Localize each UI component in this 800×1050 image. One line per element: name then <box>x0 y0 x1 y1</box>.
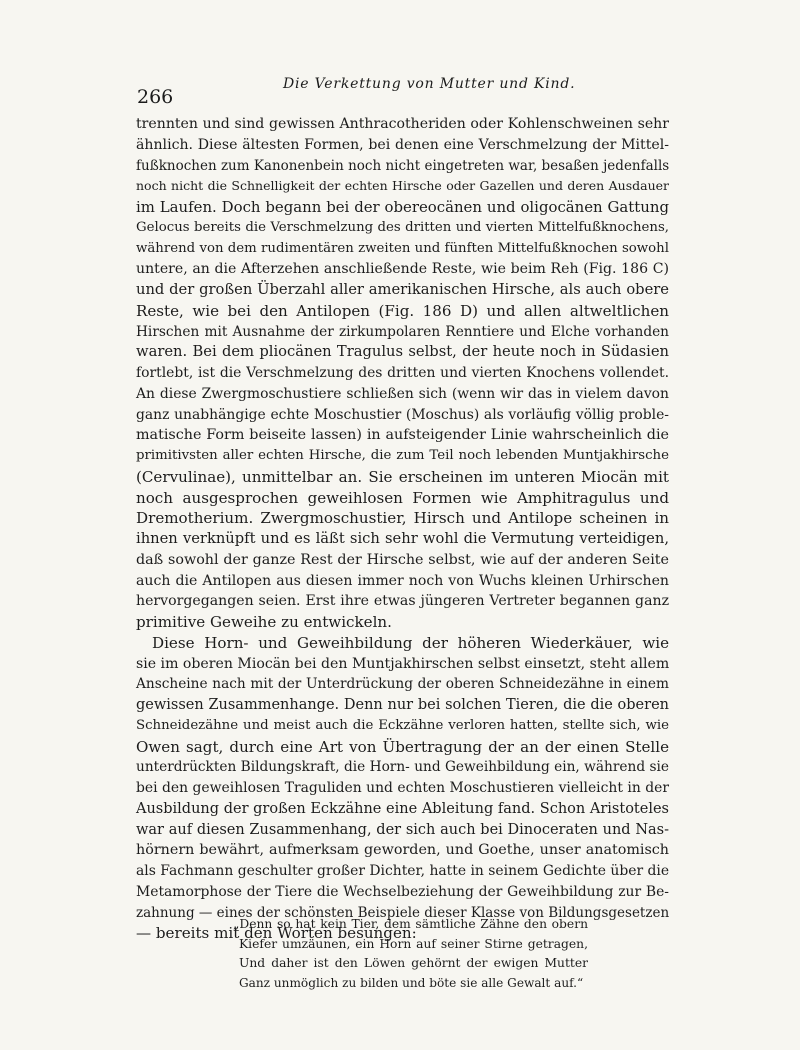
text-line: gewissen Zusammenhange. Denn nur bei solchen Tieren, die die oberen <box>136 697 669 713</box>
text-line: Reste, wie bei den Antilopen (Fig. 186 D) und allen altweltlichen <box>136 301 669 320</box>
text-line: primitive Geweihe zu entwickeln. <box>136 613 392 631</box>
text-line: im Laufen. Doch begann bei der obereocänen und oligocänen Gattung <box>136 198 669 216</box>
text-line: primitivsten aller echten Hirsche, die zum Teil noch lebenden Muntjakhirsche <box>136 448 669 463</box>
text-line: war auf diesen Zusammenhang, der sich auch bei Dinoceraten und Nas- <box>136 821 669 838</box>
text-line: Diese Horn- und Geweihbildung der höheren Wiederkäuer, wie <box>152 633 669 652</box>
text-line: noch ausgesprochen geweihlosen Formen wie Amphitragulus und <box>136 488 669 507</box>
text-line: fußknochen zum Kanonenbein noch nicht eingetreten war, besaßen jedenfalls <box>136 157 670 174</box>
text-line: Hirschen mit Ausnahme der zirkumpolaren Renntiere und Elche vorhanden <box>136 323 669 340</box>
text-line: daß sowohl der ganze Rest der Hirsche selbst, wie auf der anderen Seite <box>136 551 669 568</box>
text-line: (Cervulinae), unmittelbar an. Sie erscheinen im unteren Miocän mit <box>136 467 669 486</box>
verse-quote <box>233 915 588 993</box>
text-line: Dremotherium. Zwergmoschustier, Hirsch und Antilope scheinen in <box>136 509 669 528</box>
text-line: sie im oberen Miocän bei den Muntjakhirschen selbst einsetzt, steht allem <box>136 655 670 672</box>
text-line: matische Form beiseite lassen) in aufsteigender Linie wahrscheinlich die <box>136 427 669 444</box>
page-number: 266 <box>137 86 174 108</box>
text-line: — bereits mit den Worten besungen: <box>136 924 417 943</box>
text-line: unterdrückten Bildungskraft, die Horn- und Geweihbildung ein, während sie <box>136 759 669 776</box>
text-line: untere, an die Afterzehen anschließende Reste, wie beim Reh (Fig. 186 C) <box>136 261 669 278</box>
text-line: fortlebt, ist die Verschmelzung des dritten und vierten Knochens vollendet. <box>136 365 669 381</box>
text-line: und der großen Überzahl aller amerikanischen Hirsche, als auch obere <box>136 281 669 298</box>
text-line: Schneidezähne und meist auch die Eckzähne verloren hatten, stellte sich, wie <box>136 717 669 733</box>
text-line: trennten und sind gewissen Anthracotheriden oder Kohlenschweinen sehr <box>136 116 669 132</box>
paragraph-2 <box>136 633 669 944</box>
text-line: noch nicht die Schnelligkeit der echten Hirsche oder Gazellen und deren Ausdauer <box>136 178 669 194</box>
text-line: waren. Bei dem pliocänen Tragulus selbst, der heute noch in Südasien <box>136 343 669 361</box>
body-text <box>136 114 669 944</box>
text-line: Owen sagt, durch eine Art von Übertragung der an der einen Stelle <box>136 737 669 756</box>
text-line: Anscheine nach mit der Unterdrückung der oberen Schneidezähne in einem <box>136 676 669 693</box>
quote-line: Ganz unmöglich zu bilden und böte sie alle Gewalt auf.“ <box>239 975 584 990</box>
text-line: als Fachmann geschulter großer Dichter, hatte in seinem Gedichte über die <box>136 863 670 879</box>
text-line: auch die Antilopen aus diesen immer noch von Wuchs kleinen Urhirschen <box>136 572 669 589</box>
quote-line: Und daher ist den Löwen gehörnt der ewigen Mutter <box>239 956 588 970</box>
text-line: ähnlich. Diese ältesten Formen, bei denen eine Verschmelzung der Mittel- <box>136 136 669 153</box>
quote-line: „Denn so hat kein Tier, dem sämtliche Zähne den obern <box>233 917 588 931</box>
running-head: Die Verkettung von Mutter und Kind. <box>283 76 576 92</box>
text-line: Metamorphose der Tiere die Wechselbeziehung der Geweihbildung zur Be- <box>136 883 669 900</box>
paragraph-1 <box>136 114 669 633</box>
text-line: während von dem rudimentären zweiten und fünften Mittelfußknochen sowohl <box>136 240 669 256</box>
text-line: bei den geweihlosen Traguliden und echten Moschustieren vielleicht in der <box>136 780 669 796</box>
text-line: zahnung — eines der schönsten Beispiele dieser Klasse von Bildungsgesetzen <box>136 904 670 921</box>
text-line: hervorgegangen seien. Erst ihre etwas jüngeren Vertreter begannen ganz <box>136 593 669 610</box>
text-line: ihnen verknüpft und es läßt sich sehr wohl die Vermutung verteidigen, <box>136 530 669 547</box>
text-line: An diese Zwergmoschustiere schließen sich (wenn wir das in vielem davon <box>136 385 669 402</box>
text-line: hörnern bewährt, aufmerksam geworden, und Goethe, unser anatomisch <box>136 842 669 859</box>
text-line: Gelocus bereits die Verschmelzung des dritten und vierten Mittelfußknochens, <box>136 219 669 235</box>
quote-line: Kiefer umzäunen, ein Horn auf seiner Stirne getragen, <box>239 936 588 951</box>
text-line: Ausbildung der großen Eckzähne eine Ableitung fand. Schon Aristoteles <box>136 800 669 817</box>
text-line: ganz unabhängige echte Moschustier (Moschus) als vorläufig völlig proble- <box>136 406 669 423</box>
